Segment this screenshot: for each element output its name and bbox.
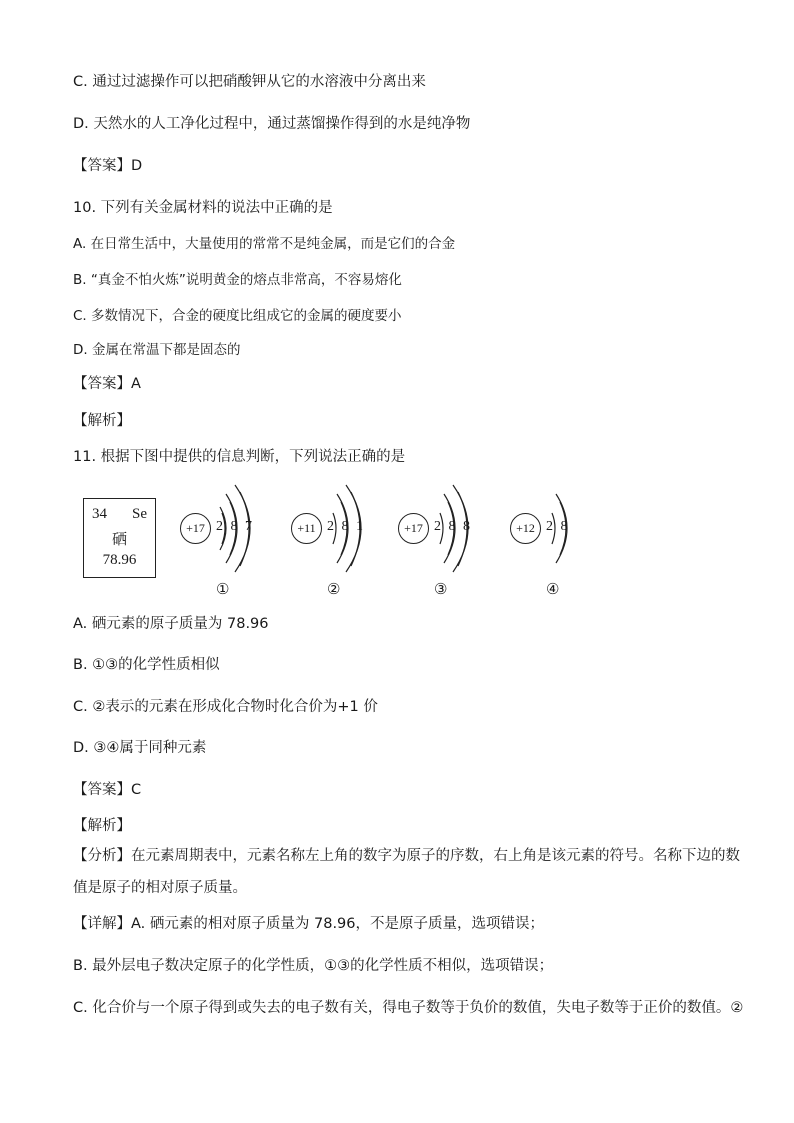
detail-c: C. 化合价与一个原子得到或失去的电子数有关，得电子数等于负价的数值，失电子数等于正价的数值。② (73, 1000, 744, 1016)
nucleus: +11 (291, 513, 322, 544)
atom-diagram-1 (180, 478, 290, 603)
diagram-label: ③ (434, 582, 448, 598)
question-10: 10. 下列有关金属材料的说法中正确的是 (73, 200, 333, 216)
diagram-label: ② (327, 582, 341, 598)
option-10a: A. 在日常生活中，大量使用的常常不是纯金属，而是它们的合金 (73, 236, 456, 252)
analysis-11-heading: 【解析】 (73, 818, 131, 834)
question-11: 11. 根据下图中提供的信息判断，下列说法正确的是 (73, 449, 406, 465)
detail-b: B. 最外层电子数决定原子的化学性质，①③的化学性质不相似，选项错误； (73, 958, 554, 974)
diagram-label: ① (216, 582, 230, 598)
atom-diagram-3 (398, 478, 508, 603)
atom-structure-figure (80, 478, 640, 603)
answer-10: 【答案】A (73, 376, 141, 392)
option-11d: D. ③④属于同种元素 (73, 740, 207, 756)
element-name: 硒 (111, 530, 127, 548)
atomic-mass: 78.96 (102, 552, 137, 568)
element-symbol: Se (132, 506, 147, 522)
atom-diagram-4 (510, 478, 620, 603)
atomic-number: 34 (92, 506, 107, 522)
option-10b: B. “真金不怕火炼”说明黄金的熔点非常高，不容易熔化 (73, 272, 402, 288)
analysis-text-line-1: 【分析】在元素周期表中，元素名称左上角的数字为原子的序数，右上角是该元素的符号。名称下边的数 (73, 848, 740, 864)
option-10d: D. 金属在常温下都是固态的 (73, 342, 241, 358)
option-11c: C. ②表示的元素在形成化合物时化合价为+1 价 (73, 699, 378, 715)
analysis-text-line-2: 值是原子的相对原子质量。 (73, 880, 247, 896)
analysis-10-heading: 【解析】 (73, 413, 131, 429)
option-11b: B. ①③的化学性质相似 (73, 657, 220, 673)
electron-counts: 2 8 8 (434, 519, 472, 534)
electron-counts: 2 8 7 (216, 519, 254, 534)
atom-diagram-2 (291, 478, 401, 603)
answer-9: 【答案】D (73, 158, 143, 174)
electron-counts: 2 8 1 (327, 519, 365, 534)
electron-counts: 2 8 (546, 519, 570, 534)
option-9c: C. 通过过滤操作可以把硝酸钾从它的水溶液中分离出来 (73, 74, 426, 90)
diagram-label: ④ (546, 582, 560, 598)
nucleus: +12 (510, 513, 541, 544)
answer-11: 【答案】C (73, 782, 142, 798)
element-cell-selenium (83, 498, 156, 578)
nucleus: +17 (398, 513, 429, 544)
option-10c: C. 多数情况下，合金的硬度比组成它的金属的硬度要小 (73, 308, 402, 324)
detail-a: 【详解】A. 硒元素的相对原子质量为 78.96，不是原子质量，选项错误； (73, 916, 544, 932)
option-11a: A. 硒元素的原子质量为 78.96 (73, 616, 269, 632)
nucleus: +17 (180, 513, 211, 544)
option-9d: D. 天然水的人工净化过程中，通过蒸馏操作得到的水是纯净物 (73, 116, 471, 132)
